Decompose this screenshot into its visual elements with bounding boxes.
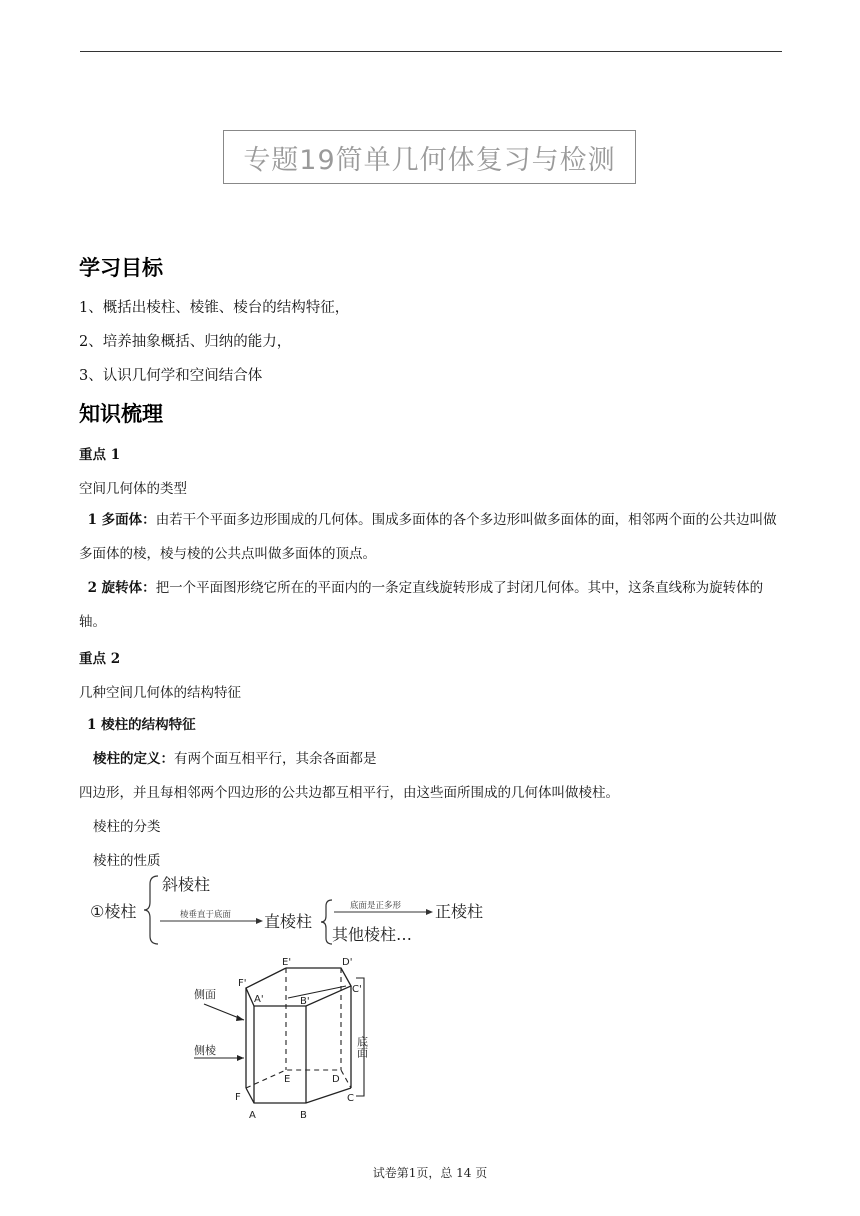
hexagonal-prism-figure (186, 958, 396, 1128)
left-brace (144, 876, 158, 944)
page-footer: 试卷第1页，总 14 页 (372, 1166, 488, 1180)
vertex-label: D (332, 1074, 340, 1085)
definition-continued: 四边形，并且每相邻两个四边形的公共边都互相平行，由这些面所围成的几何体叫做棱柱。 (79, 785, 619, 801)
vertex-label: E' (282, 958, 292, 968)
right-prism-label: 直棱柱 (264, 912, 313, 931)
arrow-head (256, 918, 263, 924)
prism-classification-label: 棱柱的分类 (93, 819, 161, 835)
point1-label: 重点 1 (79, 447, 121, 463)
vertex-label: A (249, 1110, 256, 1121)
arrow-head (236, 1015, 244, 1021)
vertex-label: C (347, 1093, 354, 1104)
prism-properties-label: 棱柱的性质 (93, 853, 161, 869)
point1-subtitle: 空间几何体的类型 (79, 481, 187, 497)
revolution-term: 2 旋转体： (87, 580, 156, 596)
point2-subtitle: 几种空间几何体的结构特征 (79, 685, 241, 701)
vertex-label: F' (238, 978, 247, 989)
regular-prism-label: 正棱柱 (435, 902, 484, 921)
bottom-face-edge (246, 1088, 351, 1103)
arrow-label: 底面是正多形 (350, 901, 402, 911)
header-rule (80, 51, 782, 52)
arrow-label: 棱垂直于底面 (180, 910, 232, 920)
objective-item: 2、培养抽象概括、归纳的能力， (79, 334, 292, 350)
document-title: 专题19简单几何体复习与检测 (223, 130, 636, 184)
vertex-label: B' (300, 996, 310, 1007)
side-edge-label: 侧棱 (194, 1044, 216, 1057)
objectives-heading: 学习目标 (79, 256, 163, 280)
revolution-paragraph (79, 571, 782, 639)
vertex-label: A' (254, 994, 264, 1005)
arrow-head (237, 1055, 244, 1061)
prism-classification-diagram (88, 870, 508, 950)
objective-item: 3、认识几何学和空间结合体 (79, 368, 263, 384)
right-brace (321, 900, 332, 944)
prism-definition (93, 747, 377, 767)
vertex-label: D' (342, 958, 353, 968)
knowledge-heading: 知识梳理 (79, 402, 163, 426)
vertex-label: C' (352, 984, 362, 995)
vertex-label: E (284, 1074, 291, 1085)
base-label: 底面 (355, 1036, 369, 1058)
other-prisms-label: 其他棱柱… (332, 925, 413, 944)
arrow-head (426, 909, 433, 915)
diagram-root-label: ①棱柱 (90, 902, 137, 921)
polyhedron-term: 1 多面体： (87, 512, 156, 528)
polyhedron-paragraph (79, 503, 782, 571)
vertex-label: F (235, 1092, 241, 1103)
oblique-prism-label: 斜棱柱 (162, 875, 211, 894)
prism-structure-heading: 1 棱柱的结构特征 (87, 717, 196, 733)
revolution-text: 把一个平面图形绕它所在的平面内的一条定直线旋转形成了封闭几何体。其中，这条直线称为旋转体的轴。 (79, 580, 764, 630)
side-face-label: 侧面 (194, 988, 216, 1001)
definition-text: 有两个面互相平行，其余各面都是 (174, 751, 377, 767)
polyhedron-text: 由若干个平面多边形围成的几何体。围成多面体的各个多边形叫做多面体的面，相邻两个面的公共边叫做多面体的棱，棱与棱的公共点叫做多面体的顶点。 (79, 512, 777, 562)
objective-item: 1、概括出棱柱、棱锥、棱台的结构特征， (79, 300, 350, 316)
definition-term: 棱柱的定义： (93, 751, 174, 767)
point2-label: 重点 2 (79, 651, 121, 667)
vertex-label: B (300, 1110, 307, 1121)
